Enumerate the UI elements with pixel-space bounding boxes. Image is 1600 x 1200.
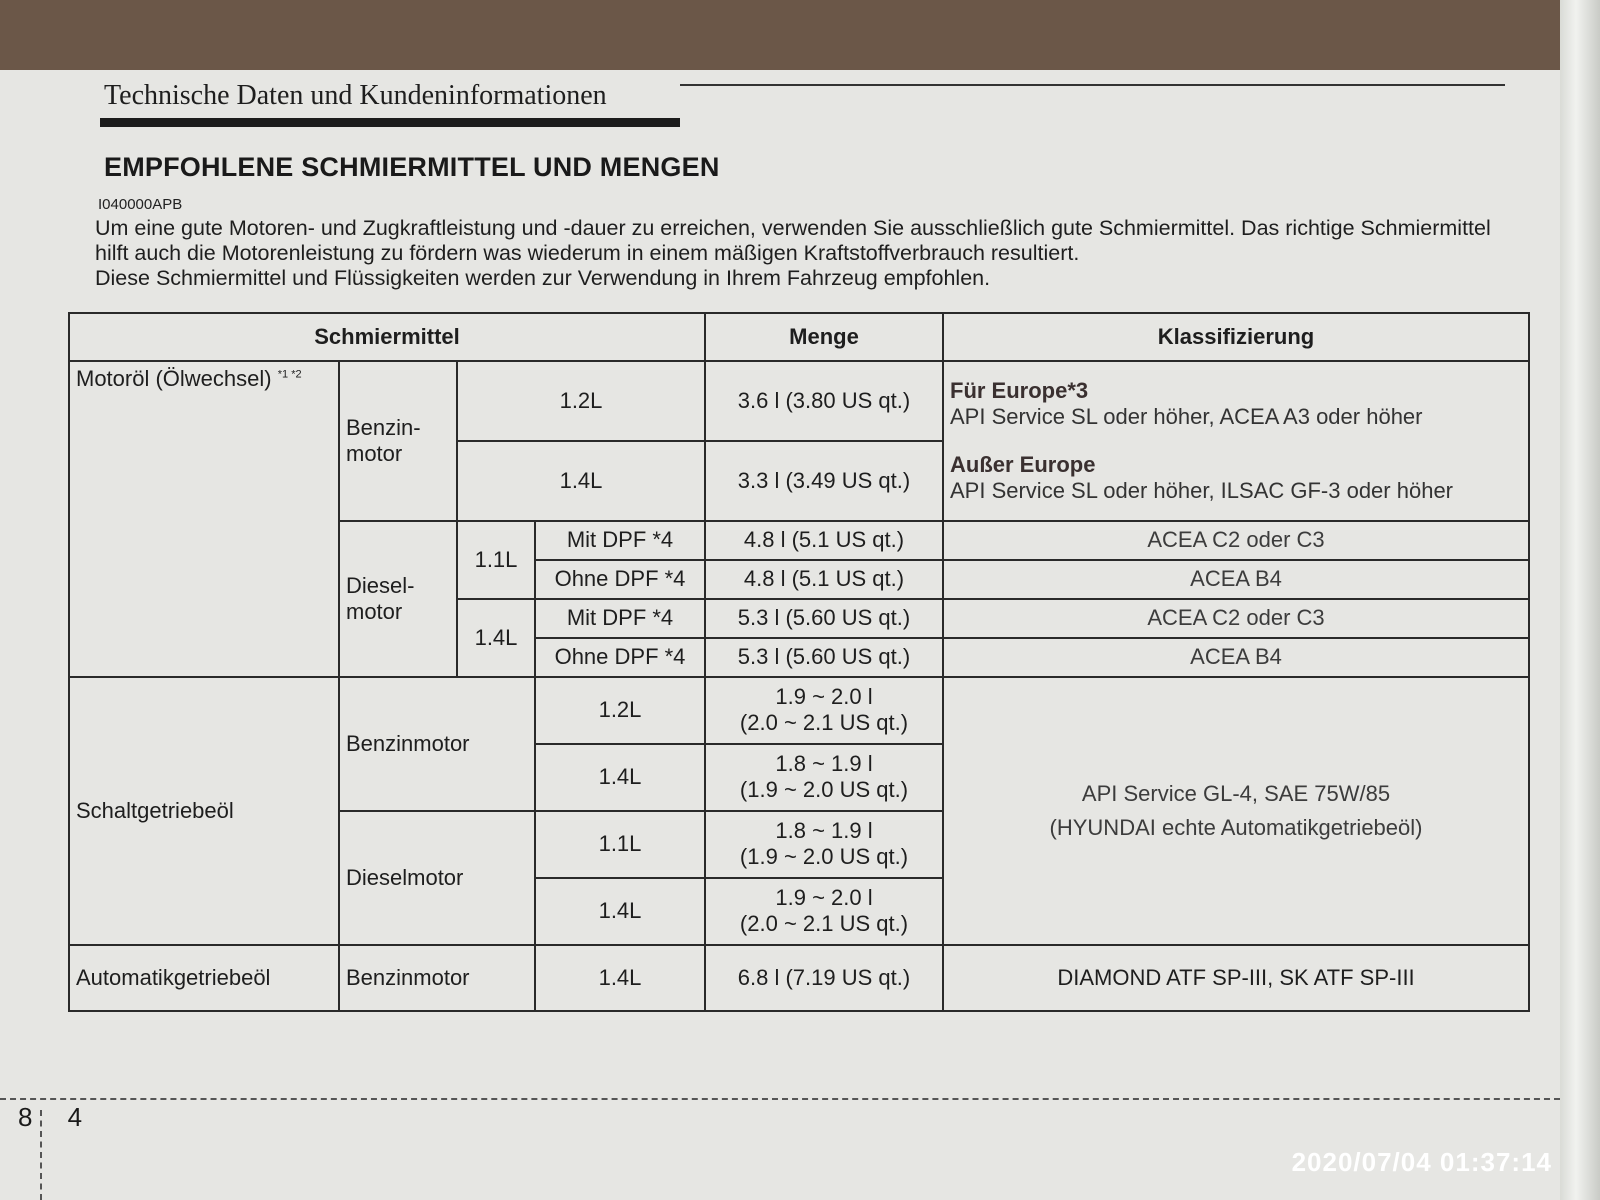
menge-value [705, 878, 943, 945]
klass-value: ACEA C2 oder C3 [943, 521, 1529, 560]
menge-line-2: (1.9 ~ 2.0 US qt.) [739, 777, 909, 803]
header-rule [680, 84, 1505, 86]
menge-line-1: 1.8 ~ 1.9 l [775, 818, 873, 844]
menge-value: 3.3 l (3.49 US qt.) [705, 441, 943, 521]
menge-value: 4.8 l (5.1 US qt.) [705, 521, 943, 560]
page-number: 8 4 [18, 1102, 97, 1132]
section-code: I040000APB [98, 196, 183, 213]
dpf-variant: Ohne DPF *4 [535, 638, 705, 677]
non-europe-head: Außer Europe [950, 452, 1096, 477]
table-row [69, 945, 1529, 1011]
europe-head: Für Europe*3 [950, 378, 1089, 403]
motoroel-benzin-label: Benzin- motor [339, 361, 457, 521]
intro-paragraph-1: Um eine gute Motoren- und Zugkraftleistung und -dauer zu erreichen, verwenden Sie ausschließlich gute Schmiermittel. Das richtige Schmiermittel hilft auch die Motorenleistung zu fördern was wiederum in einem mäßigen Kraftstoffverbrauch resultiert. [95, 216, 1491, 265]
motoroel-label: Motoröl (Ölwechsel) [76, 366, 272, 391]
menge-value: 5.3 l (5.60 US qt.) [705, 599, 943, 638]
schalt-klass-1: API Service GL-4, SAE 75W/85 [1081, 780, 1391, 806]
menge-value [705, 811, 943, 878]
lubricants-table [68, 312, 1530, 1012]
manual-page [0, 70, 1560, 1200]
motoroel-diesel-label: Diesel- motor [339, 521, 457, 677]
section-title: EMPFOHLENE SCHMIERMITTEL UND MENGEN [104, 152, 720, 182]
schalt-benzin-label: Benzinmotor [339, 677, 535, 811]
motoroel-label-cell [69, 361, 339, 677]
klass-value: ACEA B4 [943, 638, 1529, 677]
header-klassifizierung: Klassifizierung [943, 313, 1529, 361]
menge-value [705, 677, 943, 744]
menge-value: 4.8 l (5.1 US qt.) [705, 560, 943, 599]
dpf-variant: Ohne DPF *4 [535, 560, 705, 599]
photo-timestamp: 2020/07/04 01:37:14 [1291, 1147, 1552, 1177]
benzin-klass-cell [943, 361, 1529, 521]
schalt-diesel-label: Dieselmotor [339, 811, 535, 945]
europe-text: API Service SL oder höher, ACEA A3 oder höher [950, 404, 1423, 429]
menge-line-1: 1.8 ~ 1.9 l [775, 751, 873, 777]
engine-size: 1.1L [535, 811, 705, 878]
dpf-variant: Mit DPF *4 [535, 599, 705, 638]
menge-line-1: 1.9 ~ 2.0 l [775, 684, 873, 710]
schalt-klass-2: (HYUNDAI echte Automatikgetriebeöl) [1049, 814, 1423, 840]
menge-line-2: (2.0 ~ 2.1 US qt.) [739, 911, 909, 937]
footer-divider [0, 1098, 1560, 1100]
menge-value: 5.3 l (5.60 US qt.) [705, 638, 943, 677]
menge-value [705, 744, 943, 811]
menge-value: 6.8 l (7.19 US qt.) [705, 945, 943, 1011]
motoroel-footnote: *1 *2 [277, 368, 302, 381]
menge-line-2: (1.9 ~ 2.0 US qt.) [739, 844, 909, 870]
intro-text [95, 216, 1515, 291]
chapter-title: Technische Daten und Kundeninformationen [104, 80, 607, 111]
klass-value: ACEA C2 oder C3 [943, 599, 1529, 638]
table-row [69, 361, 1529, 441]
klass-value: ACEA B4 [943, 560, 1529, 599]
engine-size: 1.2L [535, 677, 705, 744]
automatik-label: Automatikgetriebeöl [69, 945, 339, 1011]
non-europe-text: API Service SL oder höher, ILSAC GF-3 oder höher [950, 478, 1454, 503]
engine-size: 1.4L [535, 878, 705, 945]
menge-line-2: (2.0 ~ 2.1 US qt.) [739, 710, 909, 736]
schalt-klass-cell [943, 677, 1529, 945]
schaltgetriebe-label: Schaltgetriebeöl [69, 677, 339, 945]
page-edge [1560, 0, 1600, 1200]
header-menge: Menge [705, 313, 943, 361]
table-header-row [69, 313, 1529, 361]
header-bar [100, 118, 680, 127]
engine-size: 1.4L [457, 599, 535, 677]
table-row [69, 677, 1529, 744]
menge-line-1: 1.9 ~ 2.0 l [775, 885, 873, 911]
engine-size: 1.4L [457, 441, 705, 521]
intro-paragraph-2: Diese Schmiermittel und Flüssigkeiten werden zur Verwendung in Ihrem Fahrzeug empfohlen. [95, 266, 991, 290]
automatik-klass: DIAMOND ATF SP-III, SK ATF SP-III [943, 945, 1529, 1011]
engine-size: 1.2L [457, 361, 705, 441]
dpf-variant: Mit DPF *4 [535, 521, 705, 560]
menge-value: 3.6 l (3.80 US qt.) [705, 361, 943, 441]
engine-size: 1.4L [535, 945, 705, 1011]
automatik-motor: Benzinmotor [339, 945, 535, 1011]
engine-size: 1.1L [457, 521, 535, 599]
engine-size: 1.4L [535, 744, 705, 811]
header-schmiermittel: Schmiermittel [69, 313, 705, 361]
